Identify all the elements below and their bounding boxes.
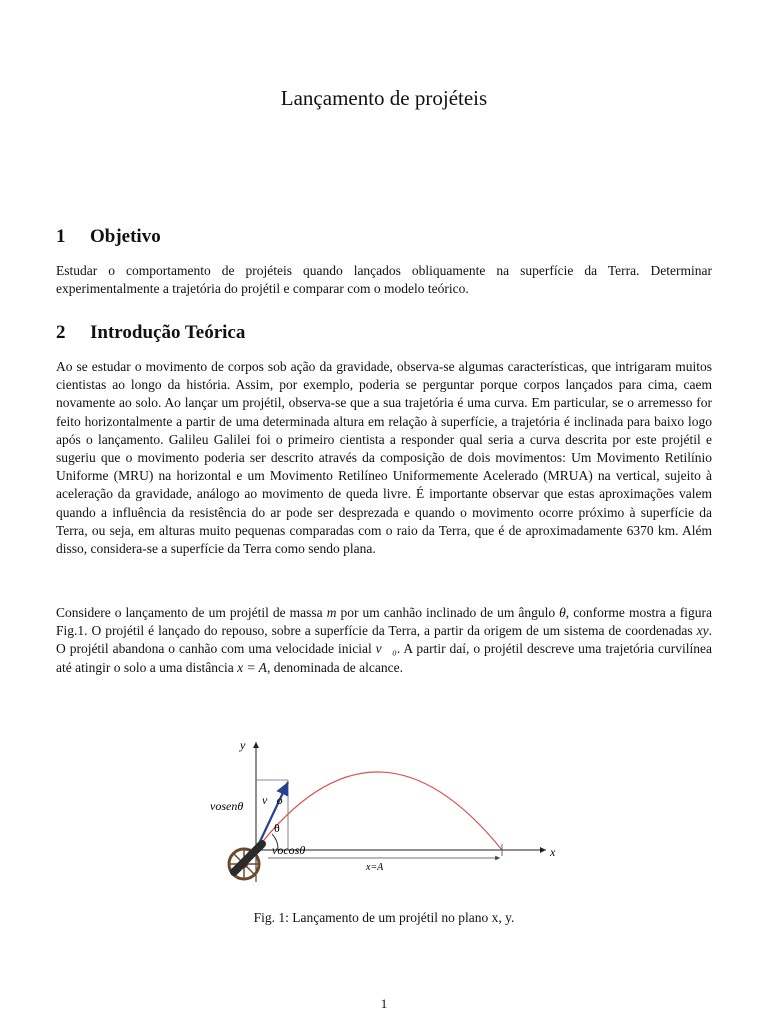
figure-caption: Fig. 1: Lançamento de um projétil no plano x, y. bbox=[253, 910, 515, 925]
text-run: , conforme mostra a figura Fig.1. O projétil é lançado do repouso, sobre a superfície da Terra, a partir da origem de um sistema de coordenadas bbox=[56, 605, 712, 639]
section-title: Objetivo bbox=[90, 226, 161, 247]
page-number: 1 bbox=[380, 996, 388, 1011]
section-heading-objetivo bbox=[56, 226, 161, 248]
range-label: x=A bbox=[366, 862, 384, 873]
math-m: m bbox=[326, 605, 337, 620]
y-axis-label: y bbox=[240, 738, 246, 752]
theta-label: θ bbox=[274, 821, 280, 835]
v0-label: v⃗o bbox=[262, 793, 283, 807]
text-run: Considere o lançamento de um projétil de massa bbox=[56, 605, 327, 620]
projectile-diagram bbox=[206, 732, 566, 892]
math-theta: θ bbox=[559, 605, 566, 620]
figure-projectile bbox=[206, 732, 566, 892]
paragraph-introducao-2 bbox=[56, 604, 712, 677]
text-run: por um canhão inclinado de um ângulo bbox=[336, 605, 560, 620]
x-axis-label: x bbox=[550, 845, 556, 859]
section-number: 1 bbox=[56, 226, 66, 247]
paragraph-introducao-1: Ao se estudar o movimento de corpos sob ação da gravidade, observa-se algumas características, que intrigaram muitos cientistas ao longo da história. Assim, por exemplo, poderia se perguntar porque corpos lançados para cima, caem novamente ao solo. Ao lançar um projétil, observa-se que a sua trajetória é uma curva. Em particular, se o arremesso for feito horizontalmente a partir de uma determinada altura em relação à superfície, a trajetória é inclinada para baixo logo após o lançamento. Galileu Galilei foi o primeiro cientista a responder qual seria a curva descrita por este projétil e sugeriu que o movimento poderia ser descrito através da composição de dois movimentos: Um Movimento Retilínio Uniforme (MRU) na horizontal e um Movimento Retilíneo Uniformemente Acelerado (MRUA) na vertical, sujeito à aceleração da gravidade, análogo ao movimento de queda livre. É importante observar que estas aproximações valem quando a influência da resistência do ar pode ser desprezada e quando o movimento ocorre próximo à superfície da Terra, ou seja, em alturas muito pequenas comparadas com o raio da Terra, que é de aproximadamente 6370 km. Além disso, considera-se a superfície da Terra como sendo plana. bbox=[56, 359, 712, 557]
math-x-equals-a: x = A bbox=[237, 659, 267, 675]
vy-label: vosenθ bbox=[210, 799, 244, 813]
section-heading-introducao bbox=[56, 322, 245, 344]
vx-label: vocosθ bbox=[272, 843, 306, 857]
section-number: 2 bbox=[56, 322, 66, 343]
math-v0: v⃗₀ bbox=[375, 641, 397, 657]
trajectory-curve bbox=[256, 772, 502, 850]
text-run: , denominada de alcance. bbox=[266, 659, 403, 675]
document-title: Lançamento de projéteis bbox=[280, 86, 488, 110]
section-title: Introdução Teórica bbox=[90, 322, 246, 343]
paragraph-objetivo: Estudar o comportamento de projéteis quando lançados obliquamente na superfície da Terra. Determinar experimentalmente a trajetória do projétil e comparar com o modelo teórico. bbox=[56, 263, 712, 297]
text-run: . A partir daí, o projétil descreve uma trajetória curvilínea até atingir o solo a uma distância bbox=[56, 641, 712, 675]
cannon-icon bbox=[229, 844, 262, 879]
text-run: . O projétil abandona o canhão com uma velocidade inicial bbox=[56, 623, 712, 657]
math-xy: xy bbox=[696, 623, 709, 639]
